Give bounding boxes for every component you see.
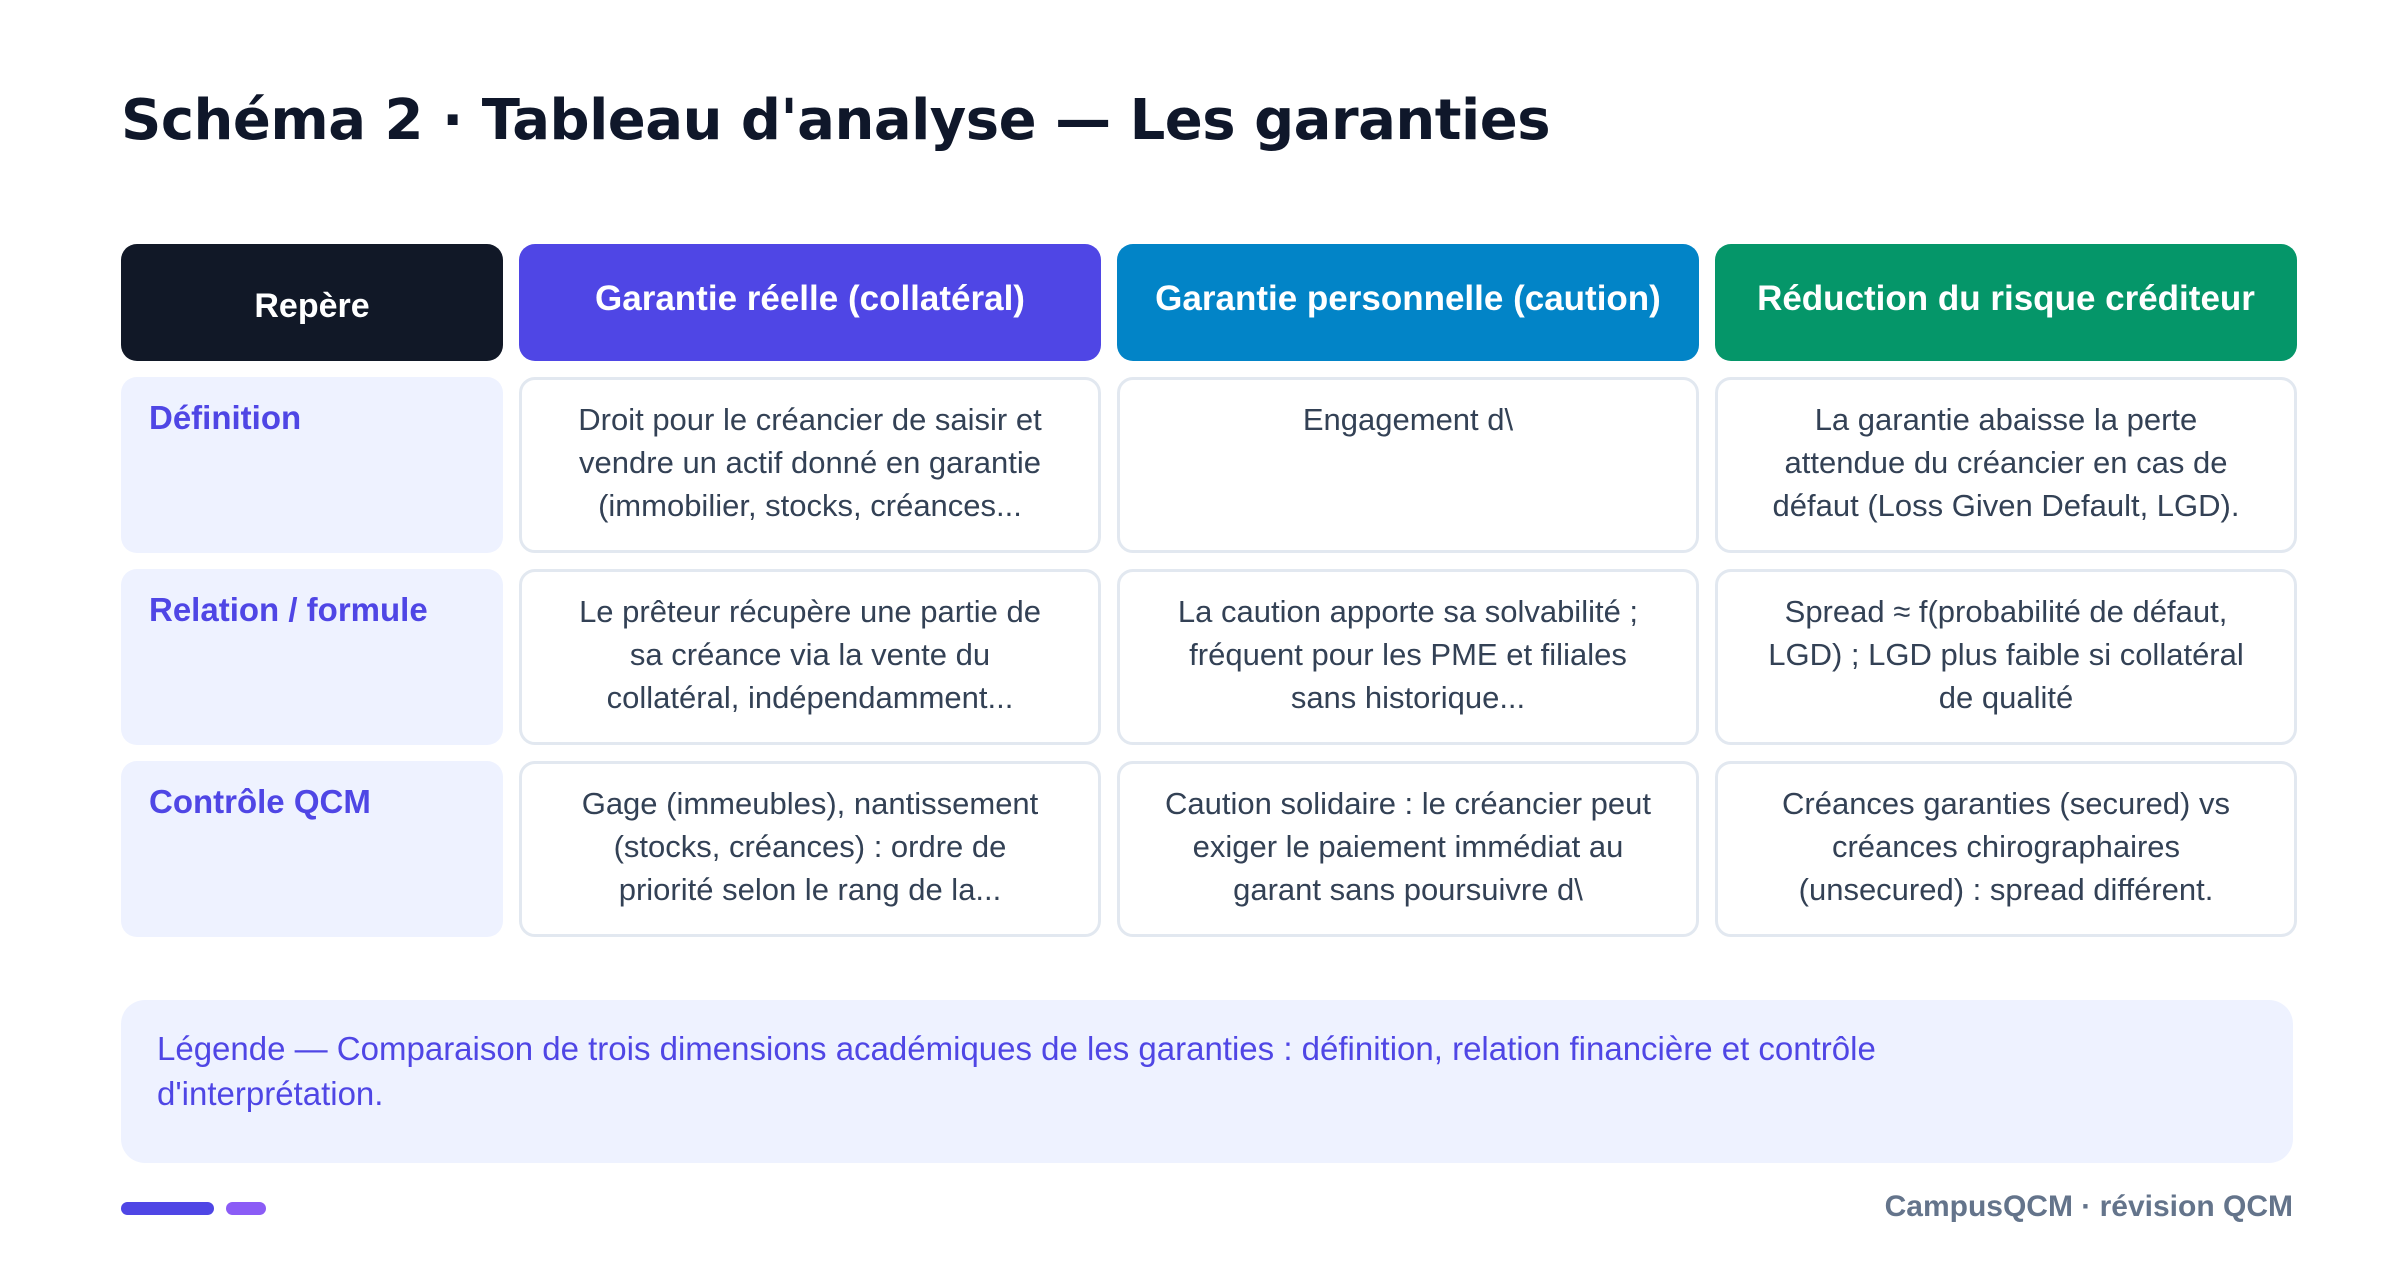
row-label-definition: Définition (121, 377, 503, 553)
cell-line: défaut (Loss Given Default, LGD). (1772, 488, 2240, 523)
cell-line: Spread ≈ f(probabilité de défaut, (1784, 594, 2228, 629)
page-title: Schéma 2 · Tableau d'analyse — Les garanties (121, 88, 1551, 153)
cell-line: Le prêteur récupère une partie de (579, 594, 1041, 629)
cell-line: priorité selon le rang de la... (618, 872, 1002, 907)
legend-text: Légende — Comparaison de trois dimensions académiques de les garanties : définition, relation financière et contrôle d'interprétation. (157, 1030, 1876, 1112)
cell-controle-garantie-reelle (519, 761, 1101, 937)
analysis-table (121, 244, 2285, 937)
accent-bar-secondary (226, 1202, 266, 1215)
column-header-garantie-reelle: Garantie réelle (collatéral) (519, 244, 1101, 361)
cell-line: (immobilier, stocks, créances... (598, 488, 1022, 523)
column-header-garantie-personnelle: Garantie personnelle (caution) (1117, 244, 1699, 361)
cell-line: créances chirographaires (1831, 829, 2181, 864)
cell-line: Gage (immeubles), nantissement (581, 786, 1039, 821)
cell-line: La caution apporte sa solvabilité ; (1177, 594, 1639, 629)
cell-line: garant sans poursuivre d\ (1233, 872, 1583, 907)
column-header-repere: Repère (121, 244, 503, 361)
cell-line: sa créance via la vente du (629, 637, 991, 672)
cell-relation-reduction-risque (1715, 569, 2297, 745)
column-header-reduction-risque: Réduction du risque créditeur (1715, 244, 2297, 361)
row-label-controle-qcm: Contrôle QCM (121, 761, 503, 937)
cell-line: La garantie abaisse la perte (1814, 402, 2198, 437)
accent-bar-primary (121, 1202, 214, 1215)
row-label-relation-formule: Relation / formule (121, 569, 503, 745)
cell-controle-garantie-personnelle (1117, 761, 1699, 937)
cell-definition-garantie-reelle (519, 377, 1101, 553)
cell-line: vendre un actif donné en garantie (579, 445, 1041, 480)
cell-line: exiger le paiement immédiat au (1192, 829, 1624, 864)
cell-line: Caution solidaire : le créancier peut (1165, 786, 1651, 821)
cell-line: de qualité (1938, 680, 2074, 715)
cell-relation-garantie-personnelle (1117, 569, 1699, 745)
cell-definition-reduction-risque (1715, 377, 2297, 553)
cell-line: Engagement d\ (1302, 402, 1514, 437)
cell-line: (stocks, créances) : ordre de (613, 829, 1007, 864)
cell-line: LGD) ; LGD plus faible si collatéral (1768, 637, 2244, 672)
cell-line: sans historique... (1290, 680, 1526, 715)
cell-line: Droit pour le créancier de saisir et (578, 402, 1042, 437)
cell-line: (unsecured) : spread différent. (1798, 872, 2214, 907)
cell-line: fréquent pour les PME et filiales (1189, 637, 1627, 672)
cell-line: attendue du créancier en cas de (1784, 445, 2228, 480)
cell-line: Créances garanties (secured) vs (1782, 786, 2230, 821)
cell-line: collatéral, indépendamment... (606, 680, 1014, 715)
cell-relation-garantie-reelle (519, 569, 1101, 745)
cell-controle-reduction-risque (1715, 761, 2297, 937)
cell-definition-garantie-personnelle (1117, 377, 1699, 553)
legend-box (121, 1000, 2293, 1163)
footer-brand: CampusQCM · révision QCM (1884, 1190, 2293, 1223)
